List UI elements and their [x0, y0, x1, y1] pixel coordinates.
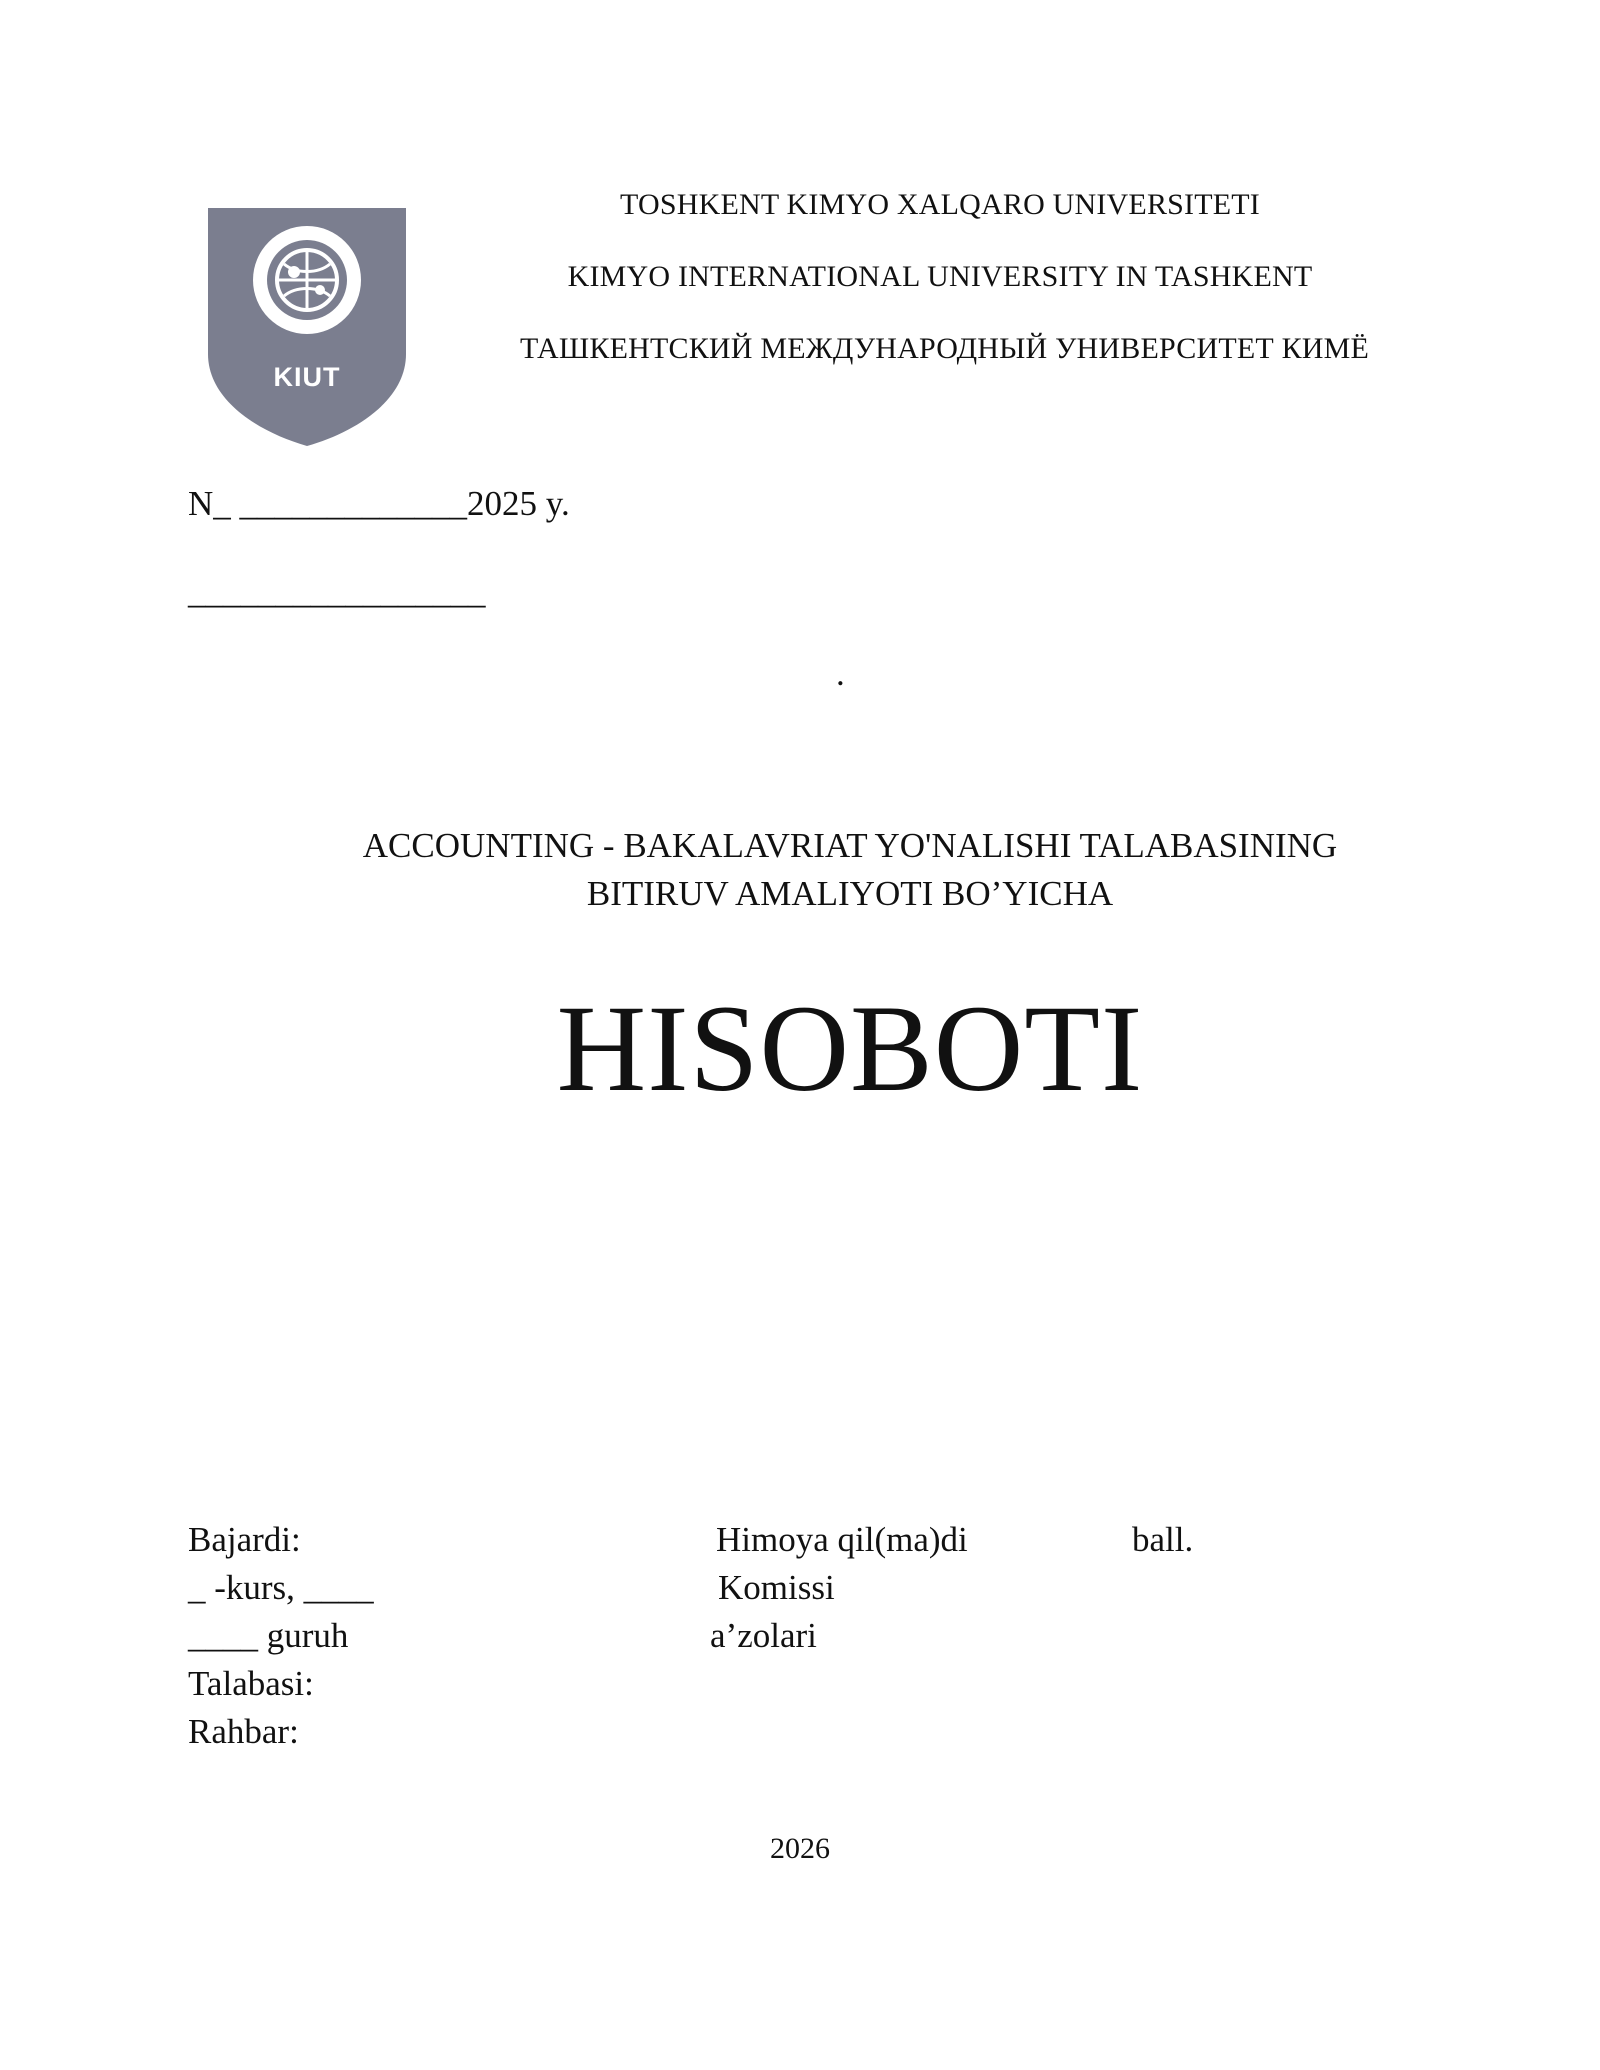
university-name-ru: ТАШКЕНТСКИЙ МЕЖДУНАРОДНЫЙ УНИВЕРСИТЕТ КИМЁ — [520, 332, 1370, 365]
score-label: ball. — [1132, 1520, 1194, 1559]
members-label: a’zolari — [710, 1616, 817, 1655]
logo-text: KIUT — [273, 362, 341, 392]
group-field: ____ guruh — [188, 1616, 349, 1655]
shield-emblem-icon — [206, 204, 408, 448]
university-name-en: KIMYO INTERNATIONAL UNIVERSITY IN TASHKENT — [567, 260, 1313, 293]
bajardi-label: Bajardi: — [188, 1520, 301, 1559]
report-subtitle-line1: ACCOUNTING - BAKALAVRIAT YO'NALISHI TALABASINING — [362, 826, 1338, 865]
university-logo — [206, 204, 408, 448]
blank-signature-line: _________________ — [188, 572, 486, 611]
report-title: HISOBOTI — [556, 980, 1144, 1117]
commission-label: Komissi — [718, 1568, 835, 1607]
separator-dot: . — [836, 654, 845, 693]
report-subtitle-line2: BITIRUV AMALIYOTI BO’YICHA — [586, 874, 1114, 913]
footer-year: 2026 — [770, 1832, 830, 1865]
supervisor-label: Rahbar: — [188, 1712, 299, 1751]
document-number-line: N_ _____________2025 y. — [188, 484, 570, 523]
university-name-uz: TOSHKENT KIMYO XALQARO UNIVERSITETI — [619, 188, 1261, 221]
defense-label: Himoya qil(ma)di — [716, 1520, 968, 1559]
student-label: Talabasi: — [188, 1664, 314, 1703]
course-field: _ -kurs, ____ — [188, 1568, 374, 1607]
